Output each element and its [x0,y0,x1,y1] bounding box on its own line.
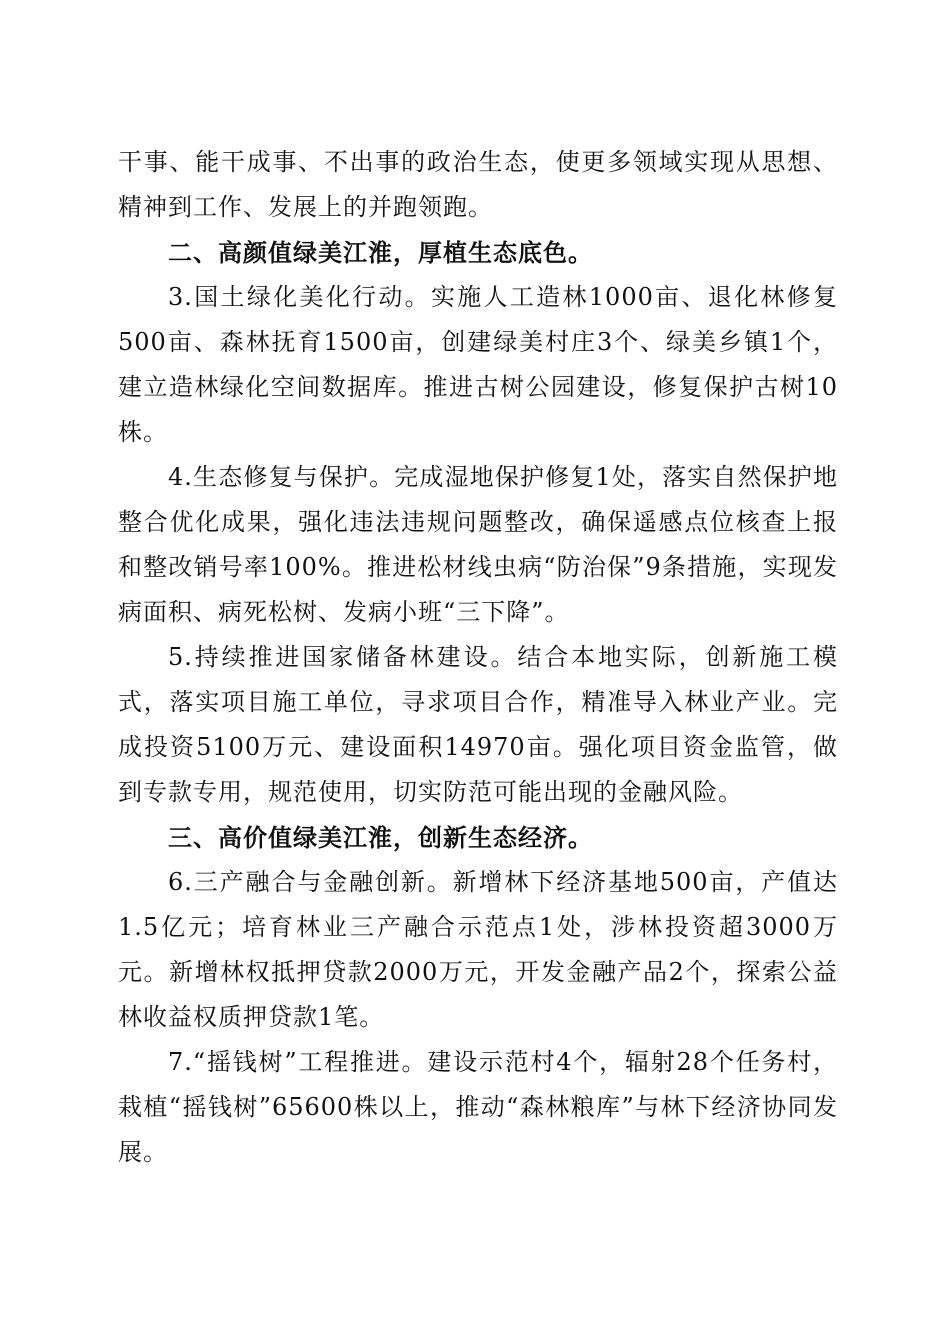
paragraph-item-3: 3.国土绿化美化行动。实施人工造林1000亩、退化林修复500亩、森林抚育1500亩，创建绿美村庄3个、绿美乡镇1个，建立造林绿化空间数据库。推进古树公园建设，修复保护古树10株。 [118,283,838,446]
document-page [118,140,838,1175]
paragraph-item-5: 5.持续推进国家储备林建设。结合本地实际，创新施工模式，落实项目施工单位，寻求项目合作，精准导入林业产业。完成投资5100万元、建设面积14970亩。强化项目资金监管，做到专款专用，规范使用，切实防范可能出现的金融风险。 [118,643,838,806]
paragraph-item-7: 7.“摇钱树”工程推进。建设示范村4个，辐射28个任务村，栽植“摇钱树”65600株以上，推动“森林粮库”与林下经济协同发展。 [118,1048,838,1166]
section-heading-3: 三、高价值绿美江淮，创新生态经济。 [168,823,593,852]
paragraph-item-6: 6.三产融合与金融创新。新增林下经济基地500亩，产值达1.5亿元；培育林业三产融合示范点1处，涉林投资超3000万元。新增林权抵押贷款2000万元，开发金融产品2个，探索公益林收益权质押贷款1笔。 [118,868,838,1031]
paragraph-continuation: 干事、能干成事、不出事的政治生态，使更多领域实现从思想、精神到工作、发展上的并跑领跑。 [118,148,838,221]
section-heading-2: 二、高颜值绿美江淮，厚植生态底色。 [168,238,593,267]
paragraph-item-4: 4.生态修复与保护。完成湿地保护修复1处，落实自然保护地整合优化成果，强化违法违规问题整改，确保遥感点位核查上报和整改销号率100%。推进松材线虫病“防治保”9条措施，实现发病面积、病死松树、发病小班“三下降”。 [118,463,838,626]
